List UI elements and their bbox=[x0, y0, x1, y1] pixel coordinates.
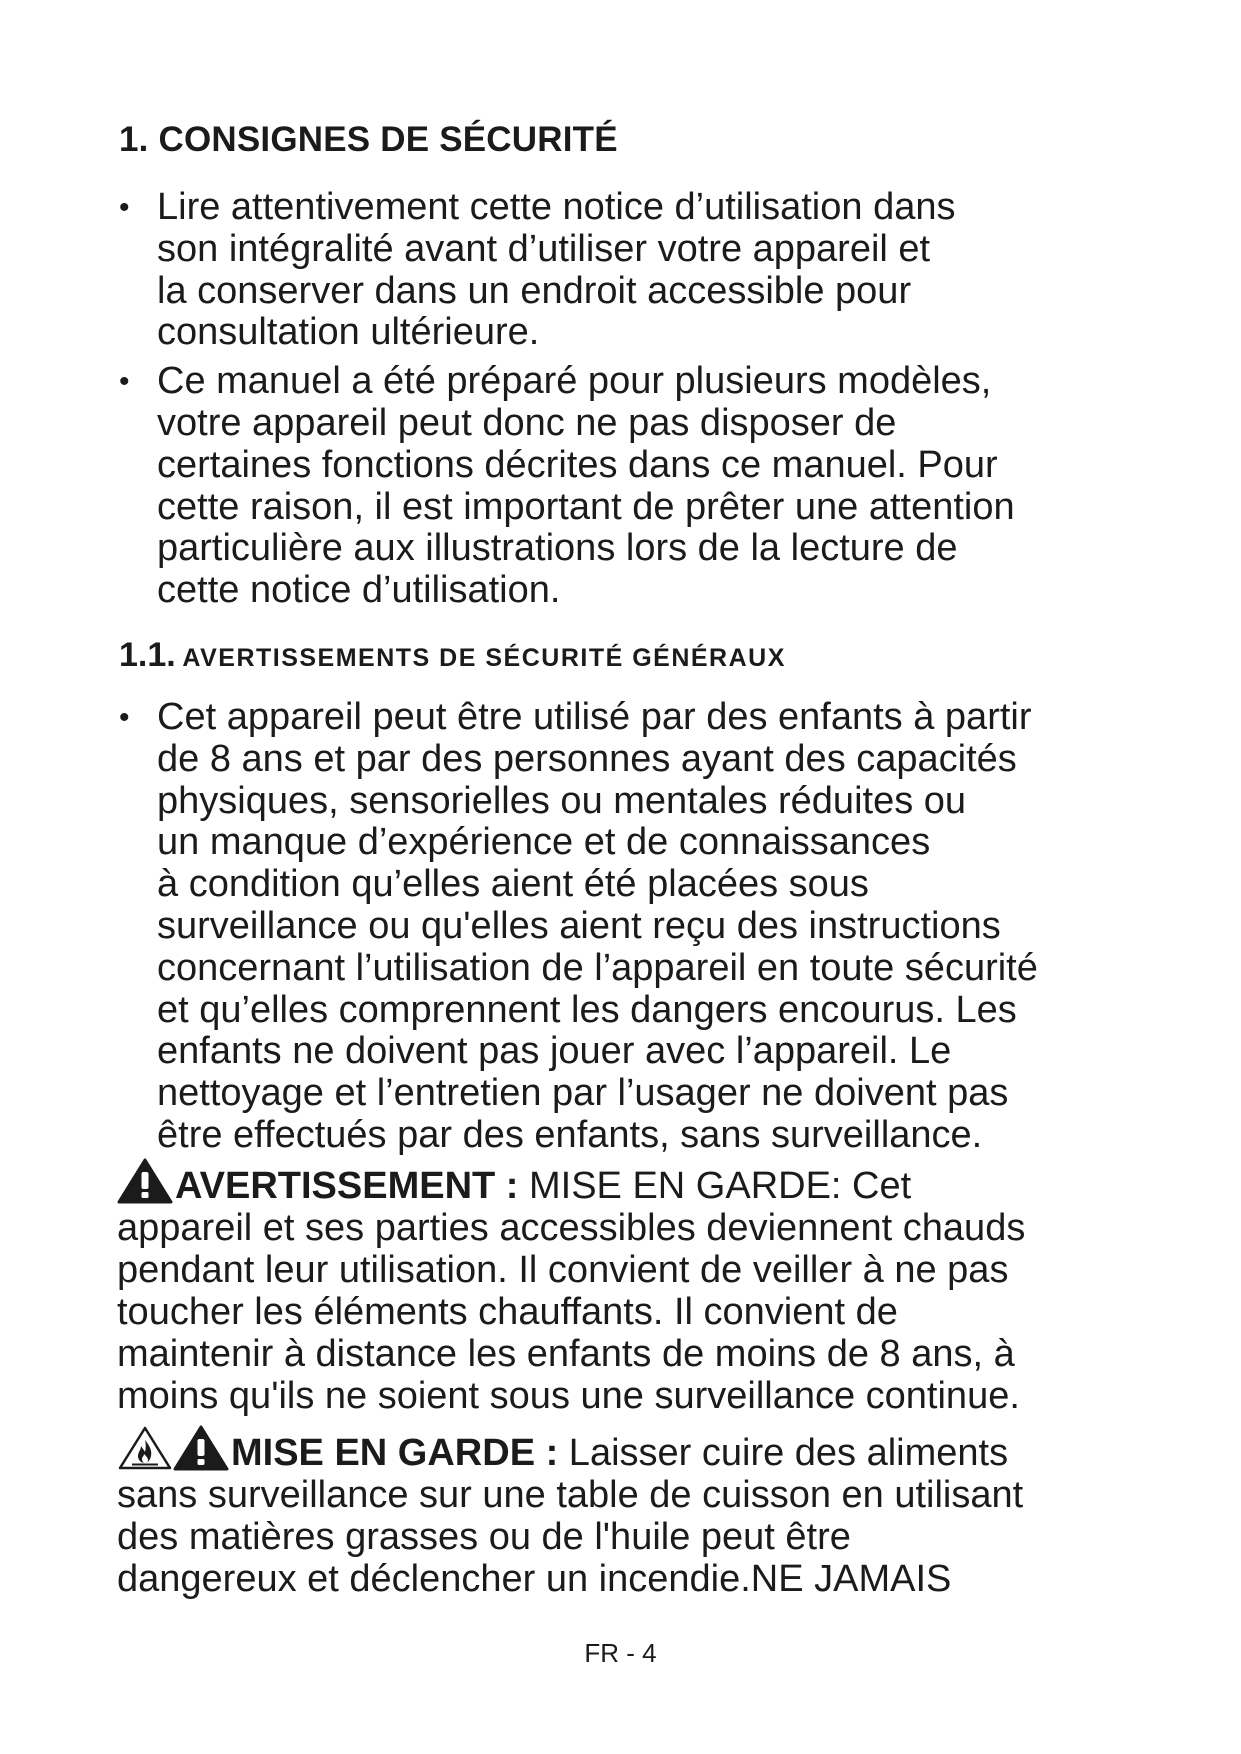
list-item bbox=[119, 361, 1139, 612]
warning-block bbox=[117, 1158, 1137, 1417]
text-line: enfants ne doivent pas jouer avec l’appareil. Le bbox=[157, 1030, 952, 1073]
warning-first-line bbox=[117, 1158, 1137, 1207]
text-line: maintenir à distance les enfants de moins de 8 ans, à bbox=[117, 1333, 1015, 1375]
warning-label: AVERTISSEMENT : bbox=[175, 1165, 519, 1207]
bullet-icon: • bbox=[119, 701, 130, 734]
text-line: Cet appareil peut être utilisé par des enfants à partir bbox=[157, 696, 1032, 738]
caution-text: Laisser cuire des aliments bbox=[558, 1432, 1009, 1474]
warning-triangle-icon bbox=[173, 1425, 229, 1471]
text-line: à condition qu’elles aient été placées sous bbox=[157, 863, 869, 906]
text-line: la conserver dans un endroit accessible pour bbox=[157, 269, 912, 312]
general-warnings-list bbox=[119, 697, 1139, 1157]
warning-text: MISE EN GARDE: Cet bbox=[518, 1165, 912, 1207]
text-line: surveillance ou qu'elles aient reçu des instructions bbox=[157, 904, 1001, 947]
page-number: FR - 4 bbox=[584, 1638, 657, 1668]
bullet-icon: • bbox=[119, 365, 130, 399]
section-title: 1. CONSIGNES DE SÉCURITÉ bbox=[119, 120, 618, 159]
text-line: être effectués par des enfants, sans surveillance. bbox=[157, 1113, 983, 1156]
safety-instructions-list bbox=[119, 187, 1139, 612]
text-line: un manque d’expérience et de connaissances bbox=[157, 821, 931, 864]
fire-hazard-icon bbox=[117, 1425, 173, 1471]
subsection-heading bbox=[119, 636, 786, 675]
list-item bbox=[119, 187, 1139, 354]
text-line: sans surveillance sur une table de cuisson en utilisant bbox=[117, 1474, 1024, 1516]
subsection-title: AVERTISSEMENTS DE SÉCURITÉ GÉNÉRAUX bbox=[182, 644, 786, 672]
text-line: Ce manuel a été préparé pour plusieurs modèles, bbox=[157, 360, 992, 403]
text-line: son intégralité avant d’utiliser votre appareil et bbox=[157, 227, 931, 270]
text-line: particulière aux illustrations lors de la lecture de bbox=[157, 527, 958, 570]
text-line: moins qu'ils ne soient sous une surveillance continue. bbox=[117, 1375, 1020, 1417]
caution-block bbox=[117, 1425, 1137, 1600]
list-item bbox=[119, 697, 1139, 1157]
text-line: des matières grasses ou de l'huile peut être bbox=[117, 1516, 851, 1558]
text-line: cette raison, il est important de prêter une attention bbox=[157, 485, 1015, 528]
warning-triangle-icon bbox=[117, 1158, 173, 1204]
bullet-icon: • bbox=[119, 191, 130, 224]
text-line: dangereux et déclencher un incendie.NE JAMAIS bbox=[117, 1558, 952, 1600]
caution-first-line bbox=[117, 1425, 1137, 1474]
text-line: concernant l’utilisation de l’appareil en toute sécurité bbox=[157, 946, 1038, 989]
text-line: votre appareil peut donc ne pas disposer de bbox=[157, 401, 897, 444]
text-line: Lire attentivement cette notice d’utilisation dans bbox=[157, 186, 956, 228]
text-line: nettoyage et l’entretien par l’usager ne doivent pas bbox=[157, 1072, 1009, 1115]
subsection-number: 1.1. bbox=[119, 636, 176, 674]
text-line: et qu’elles comprennent les dangers encourus. Les bbox=[157, 988, 1017, 1031]
text-line: toucher les éléments chauffants. Il convient de bbox=[117, 1291, 898, 1333]
text-line: cette notice d’utilisation. bbox=[157, 569, 561, 612]
text-line: consultation ultérieure. bbox=[157, 311, 540, 354]
text-line: certaines fonctions décrites dans ce manuel. Pour bbox=[157, 443, 998, 486]
text-line: pendant leur utilisation. Il convient de veiller à ne pas bbox=[117, 1249, 1009, 1291]
caution-label: MISE EN GARDE : bbox=[231, 1432, 559, 1474]
text-line: physiques, sensorielles ou mentales réduites ou bbox=[157, 779, 967, 822]
text-line: de 8 ans et par des personnes ayant des capacités bbox=[157, 737, 1017, 780]
text-line: appareil et ses parties accessibles deviennent chauds bbox=[117, 1207, 1026, 1249]
